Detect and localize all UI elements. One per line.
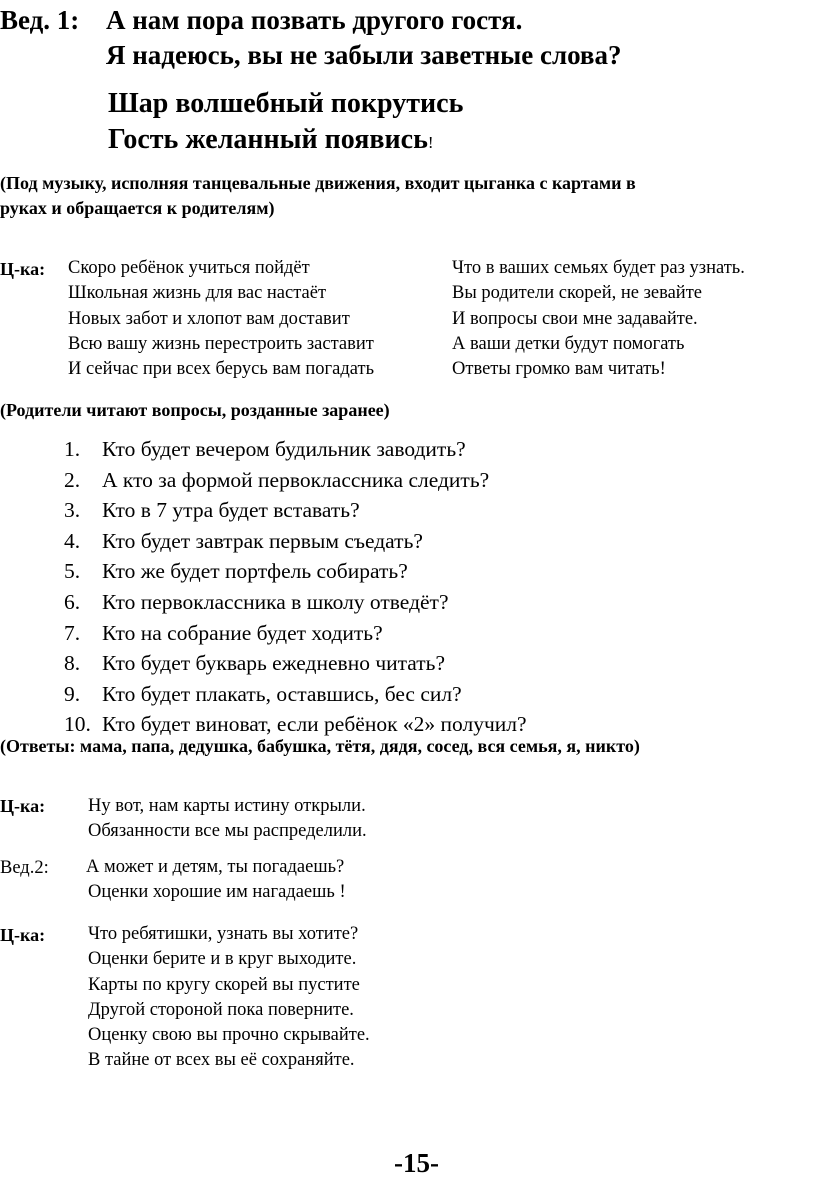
question-number: 1. (64, 437, 81, 461)
list-item (64, 648, 527, 679)
verse-line: Оценку свою вы прочно скрывайте. (88, 1025, 370, 1046)
question-text: Кто будет вечером будильник заводить? (102, 437, 466, 461)
verse-line: И вопросы свои мне задавайте. (452, 308, 698, 329)
list-item (64, 434, 527, 465)
question-text: Кто на собрание будет ходить? (102, 620, 383, 645)
list-item (64, 495, 527, 526)
gypsy-speaker-1: Ц-ка: (0, 259, 46, 279)
verse-line: А может и детям, ты погадаешь? (86, 857, 345, 877)
intro-speaker: Вед. 1: (0, 5, 80, 35)
verse-line: Всю вашу жизнь перестроить заставит (68, 333, 374, 354)
question-number: 2. (64, 467, 81, 492)
verse-line: Новых забот и хлопот вам доставит (68, 308, 350, 329)
stage-direction-2: (Родители читают вопросы, розданные заранее) (0, 400, 390, 420)
question-text: Кто будет завтрак первым съедать? (102, 528, 423, 553)
list-item (64, 618, 527, 649)
list-item (64, 556, 527, 587)
verse-line: Ну вот, нам карты истину открыли. (88, 796, 366, 816)
verse-line: В тайне от всех вы её сохраняйте. (88, 1050, 355, 1071)
spell-exclamation: ! (427, 133, 434, 152)
gypsy-verse-right (452, 256, 745, 382)
verse-line: Что ребятишки, узнать вы хотите? (88, 924, 359, 944)
question-number: 4. (64, 528, 81, 553)
question-number: 8. (64, 651, 81, 676)
spell-line-2 (108, 124, 434, 156)
question-number: 6. (64, 589, 81, 614)
question-text: Кто будет виноват, если ребёнок «2» получил? (102, 712, 527, 737)
question-number: 10. (64, 712, 91, 737)
gypsy-verse-left (68, 256, 414, 382)
question-text: Кто будет букварь ежедневно читать? (102, 651, 446, 676)
host2-verse (86, 855, 346, 906)
verse-line: Обязанности все мы распределили. (88, 821, 367, 842)
verse-line: Оценки хорошие им нагадаешь ! (88, 882, 346, 903)
question-text: Кто первоклассника в школу отведёт? (102, 589, 449, 614)
gypsy-speaker-3: Ц-ка: (0, 925, 46, 945)
verse-line: Что в ваших семьях будет раз узнать. (452, 258, 745, 278)
verse-line: Оценки берите и в круг выходите. (88, 949, 357, 970)
verse-line: Другой стороной пока поверните. (88, 999, 354, 1020)
stage-direction-1-line-2: руках и обращается к родителям) (0, 198, 275, 218)
spell-line-1: Шар волшебный покрутись (108, 88, 464, 119)
page-number: -15- (394, 1148, 439, 1178)
question-text: Кто будет плакать, оставшись, бес сил? (102, 681, 462, 706)
spell-line-2-text: Гость желанный появись (108, 124, 428, 155)
stage-direction-3: (Ответы: мама, папа, дедушка, бабушка, тётя, дядя, сосед, вся семья, я, никто) (0, 736, 640, 756)
verse-line: И сейчас при всех берусь вам погадать (68, 359, 375, 380)
list-item (64, 587, 527, 618)
verse-line: Ответы громко вам читать! (452, 359, 666, 380)
question-number: 5. (64, 559, 81, 584)
question-number: 9. (64, 681, 81, 706)
intro-line-2: Я надеюсь, вы не забыли заветные слова? (106, 40, 622, 70)
question-list (64, 434, 527, 740)
question-text: А кто за формой первоклассника следить? (102, 467, 490, 492)
verse-line: Вы родители скорей, не зевайте (452, 283, 703, 304)
verse-line: А ваши детки будут помогать (452, 333, 685, 354)
verse-line: Скоро ребёнок учиться пойдёт (68, 258, 310, 278)
verse-line: Карты по кругу скорей вы пустите (88, 974, 360, 995)
stage-direction-1-line-1: (Под музыку, исполняя танцевальные движения, входит цыганка с картами в (0, 173, 636, 193)
gypsy-speaker-2: Ц-ка: (0, 796, 46, 816)
question-text: Кто же будет портфель собирать? (102, 559, 408, 584)
gypsy-verse-2 (88, 794, 367, 845)
list-item (64, 679, 527, 710)
question-text: Кто в 7 утра будет вставать? (102, 498, 360, 523)
host2-speaker: Вед.2: (0, 858, 49, 878)
intro-line-1: А нам пора позвать другого гостя. (106, 5, 523, 35)
verse-line: Школьная жизнь для вас настаёт (68, 283, 327, 304)
question-number: 3. (64, 498, 81, 523)
list-item (64, 465, 527, 496)
gypsy-verse-3 (88, 922, 370, 1074)
list-item (64, 526, 527, 557)
question-number: 7. (64, 620, 81, 645)
